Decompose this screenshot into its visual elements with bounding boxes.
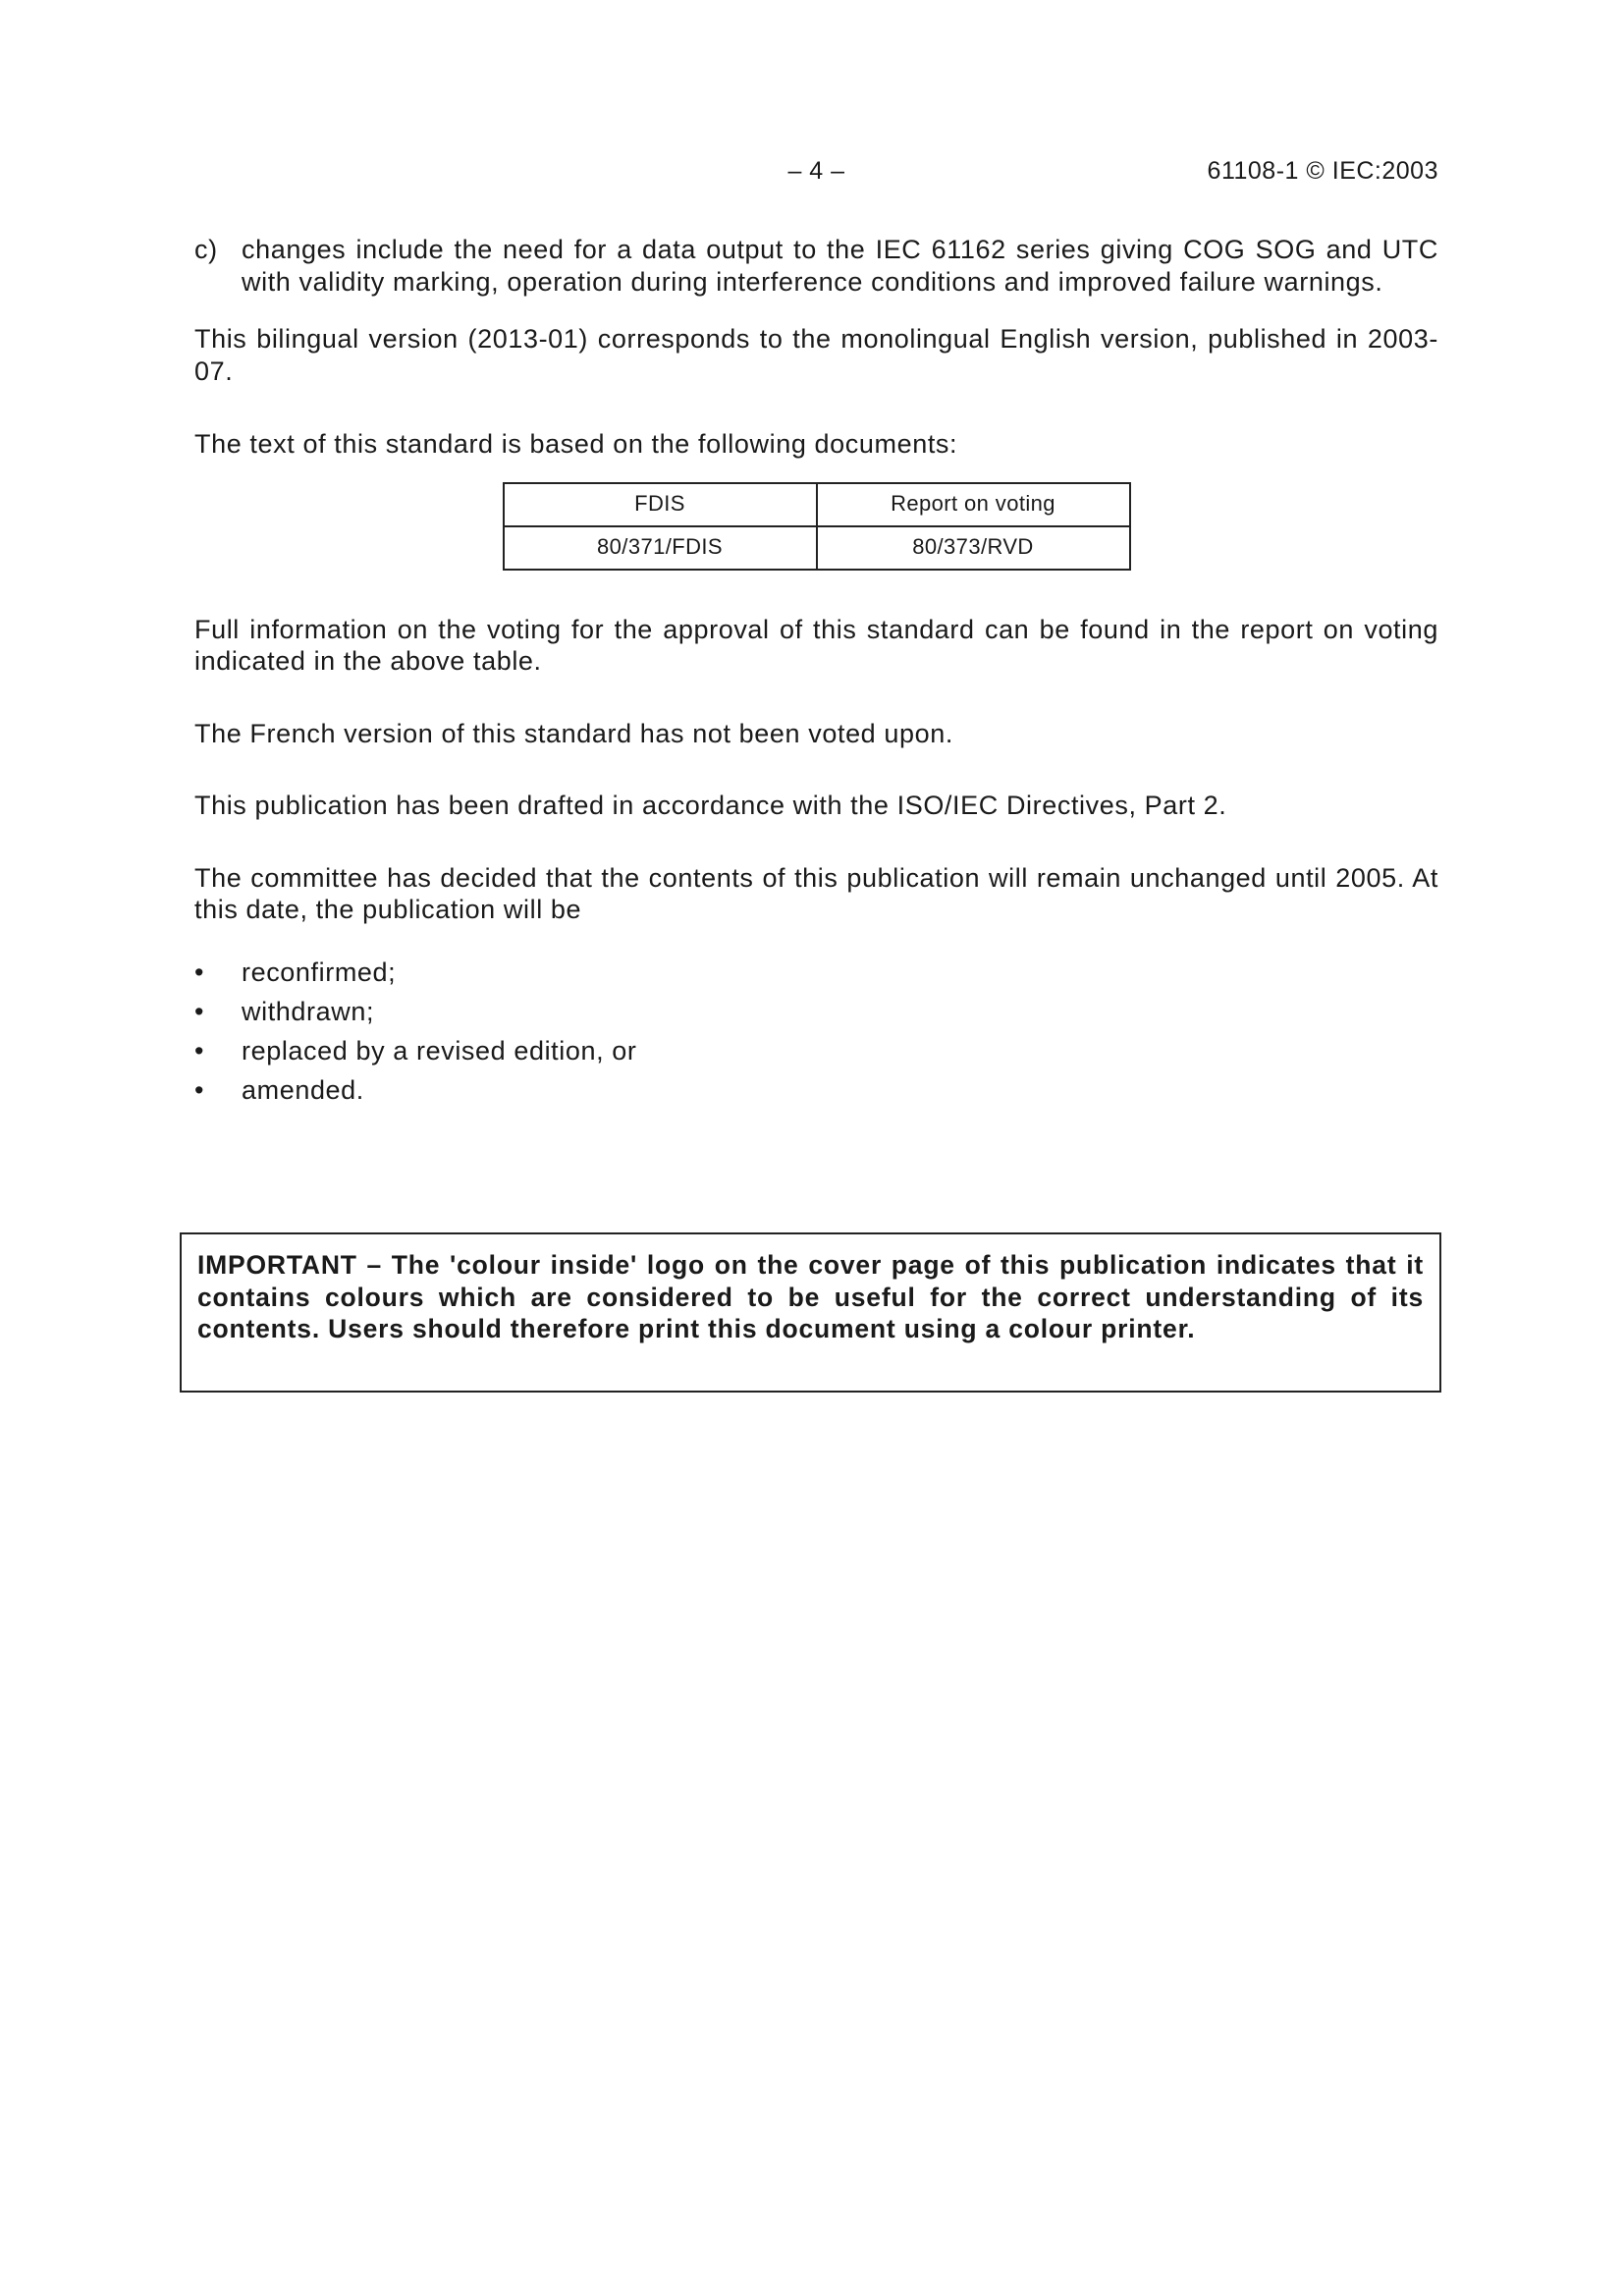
main-content [194,234,1438,1110]
page-header [194,157,1438,189]
table-header-report: Report on voting [817,483,1130,526]
paragraph-committee: The committee has decided that the contents of this publication will remain unchanged until 2005. At this date, the publication will be [194,862,1438,924]
paragraph-based-on: The text of this standard is based on the following documents: [194,429,958,459]
document-reference: 61108-1 © IEC:2003 [1207,157,1438,185]
bullet-text: reconfirmed; [242,957,397,987]
list-item [194,992,1438,1031]
table-header-fdis: FDIS [504,483,817,526]
bullet-text: withdrawn; [242,996,375,1026]
table-cell-fdis: 80/371/FDIS [504,526,817,570]
bullet-icon: • [194,1035,205,1066]
list-item [194,1031,1438,1070]
bullet-icon: • [194,957,205,987]
status-bullet-list [194,953,1438,1110]
list-item [194,953,1438,992]
page-number: – 4 – [787,157,845,185]
list-item-text: changes include the need for a data output to the IEC 61162 series giving COG SOG and UTC with validity marking, operation during interference conditions and improved failure warnings. [242,235,1438,297]
bullet-icon: • [194,996,205,1026]
voting-table-wrapper [194,482,1438,571]
paragraph-bilingual-version: This bilingual version (2013-01) corresponds to the monolingual English version, published in 2003-07. [194,324,1438,386]
bullet-text: replaced by a revised edition, or [242,1035,637,1066]
list-item-c [194,234,1438,298]
important-notice-text: IMPORTANT – The 'colour inside' logo on the cover page of this publication indicates that it contains colours which are considered to be useful for the correct understanding of its contents. Users should therefore print this document using a colour printer. [197,1250,1424,1343]
table-row [504,526,1130,570]
paragraph-full-info: Full information on the voting for the approval of this standard can be found in the report on voting indicated in the above table. [194,614,1438,676]
voting-table [503,482,1131,571]
bullet-icon: • [194,1074,205,1105]
list-item [194,1070,1438,1110]
bullet-text: amended. [242,1074,364,1105]
table-cell-rvd: 80/373/RVD [817,526,1130,570]
list-item-marker: c) [194,235,218,264]
important-notice-box [180,1232,1441,1393]
paragraph-french-version: The French version of this standard has not been voted upon. [194,718,953,748]
table-header-row [504,483,1130,526]
paragraph-drafted: This publication has been drafted in accordance with the ISO/IEC Directives, Part 2. [194,791,1227,820]
